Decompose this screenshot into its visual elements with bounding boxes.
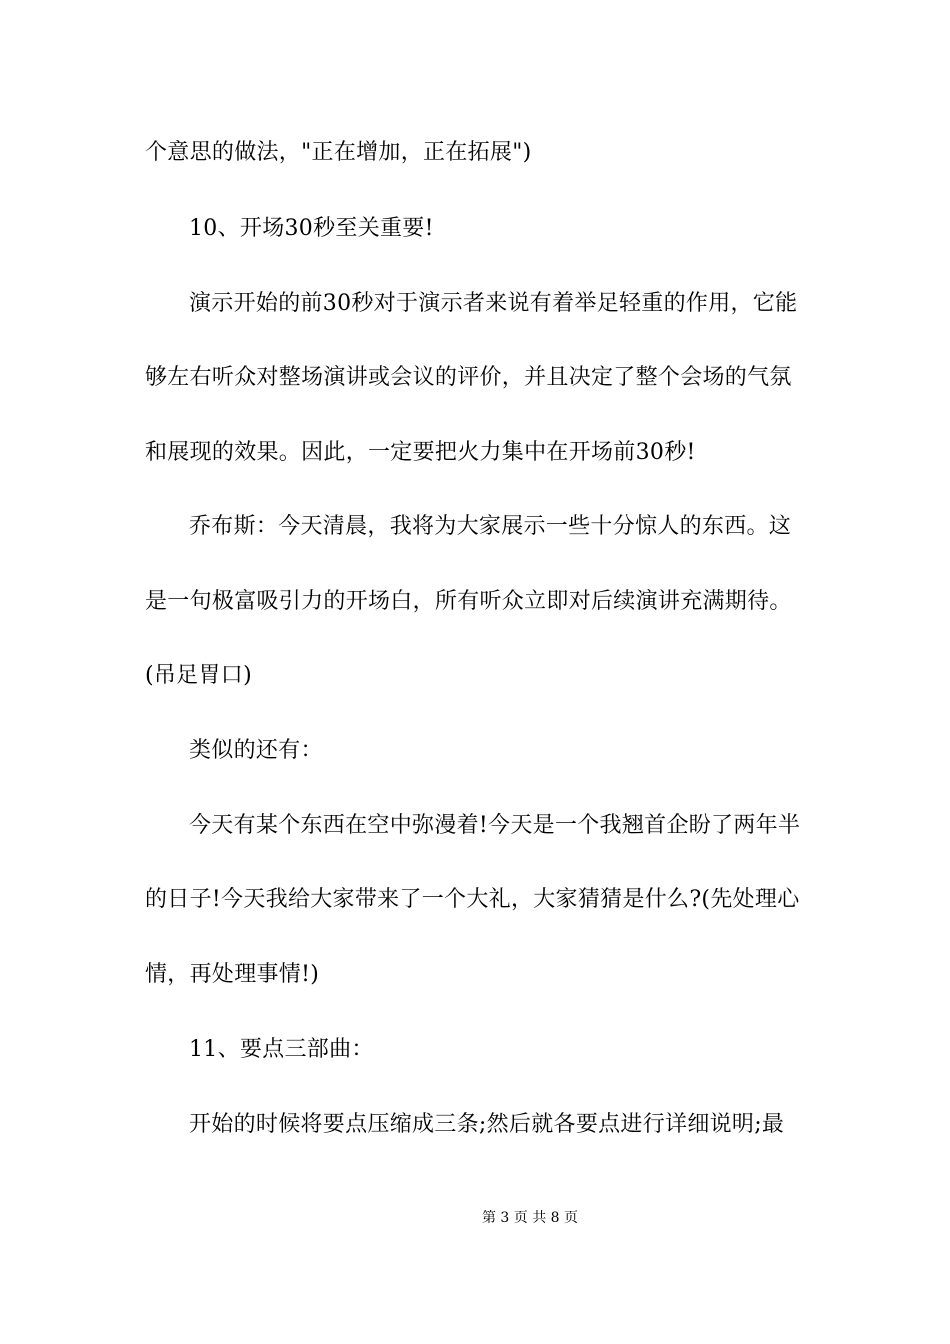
paragraph-line: 乔布斯：今天清晨，我将为大家展示一些十分惊人的东西。这 — [189, 514, 792, 539]
paragraph-line: 是一句极富吸引力的开场白，所有听众立即对后续演讲充满期待。 — [145, 589, 792, 614]
paragraph-line: 类似的还有： — [189, 738, 323, 763]
section-heading: 11、要点三部曲： — [189, 1037, 374, 1062]
paragraph-line: 今天有某个东西在空中弥漫着!今天是一个我翘首企盼了两年半 — [189, 813, 801, 838]
paragraph-line: 开始的时候将要点压缩成三条;然后就各要点进行详细说明;最 — [189, 1112, 785, 1137]
paragraph-line: 个意思的做法，"正在增加，正在拓展") — [145, 140, 532, 165]
paragraph-line: 的日子!今天我给大家带来了一个大礼，大家猜猜是什么?(先处理心 — [145, 887, 800, 912]
section-heading: 10、开场30秒至关重要! — [189, 216, 434, 241]
page-number-footer: 第 3 页 共 8 页 — [481, 1210, 579, 1226]
paragraph-line: (吊足胃口) — [145, 663, 252, 688]
paragraph-line: 够左右听众对整场演讲或会议的评价，并且决定了整个会场的气氛 — [145, 365, 792, 390]
paragraph-line: 和展现的效果。因此，一定要把火力集中在开场前30秒! — [145, 440, 696, 465]
paragraph-line: 演示开始的前30秒对于演示者来说有着举足轻重的作用，它能 — [189, 291, 798, 316]
paragraph-line: 情，再处理事情!) — [145, 962, 320, 987]
